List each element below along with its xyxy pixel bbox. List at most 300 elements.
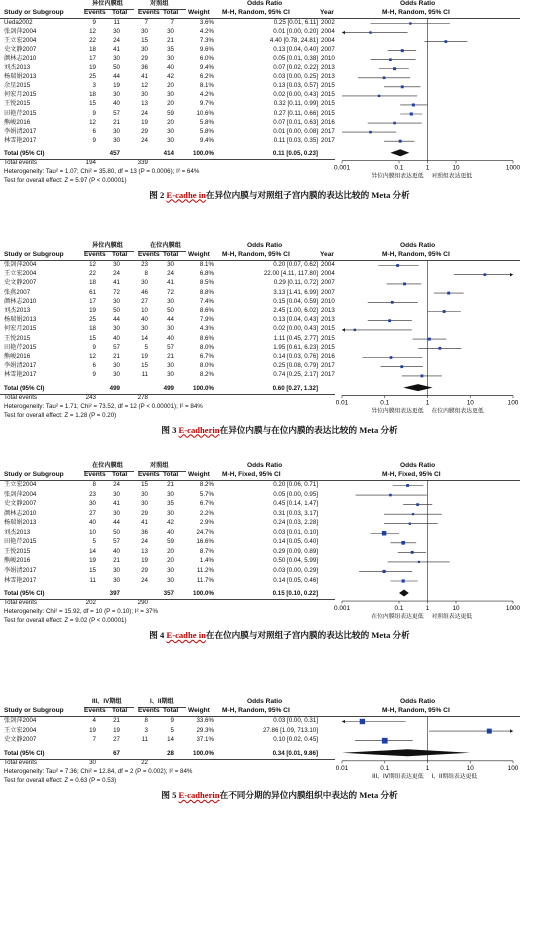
- odds-ratio-header-right: Odds Ratio: [400, 698, 436, 705]
- total2-header: Total: [163, 251, 179, 258]
- total1-value: 50: [113, 64, 120, 72]
- weight-value: 16.6%: [196, 538, 214, 546]
- events2-value: 30: [141, 500, 148, 508]
- ci-value: 0.05 [0.01, 0.38]: [273, 55, 318, 63]
- weight-value: 7.4%: [199, 297, 214, 305]
- ci-arrow-right: [510, 273, 513, 277]
- point-estimate: [378, 95, 380, 97]
- year-value: 2017: [321, 127, 335, 135]
- ci-value: 0.45 [0.14, 1.47]: [273, 500, 318, 508]
- total2-header: Total: [163, 9, 179, 16]
- events2-value: 36: [141, 528, 148, 536]
- ci-value: 0.50 [0.04, 5.99]: [273, 557, 318, 565]
- ci-value: 0.13 [0.03, 0.57]: [273, 82, 318, 90]
- study-name: 史文静2007: [4, 500, 37, 508]
- study-name: 王悦2015: [4, 334, 31, 342]
- year-value: 2007: [321, 46, 335, 54]
- point-estimate: [443, 310, 446, 313]
- ci-value: 0.24 [0.03, 2.28]: [273, 519, 318, 527]
- favours-right-label: 对照组表达更低: [431, 173, 473, 180]
- events2-value: 8: [144, 270, 148, 278]
- x-tick-label: 0.001: [334, 164, 350, 172]
- events1-value: 12: [89, 28, 96, 36]
- events1-value: 27: [89, 509, 96, 517]
- study-name: 王悦2015: [4, 100, 31, 108]
- point-estimate: [393, 67, 396, 70]
- method-header-right: M-H, Random, 95% CI: [382, 251, 450, 258]
- study-name: 李娟清2017: [4, 362, 37, 370]
- point-estimate: [383, 570, 386, 573]
- events1-sum: 243: [85, 393, 96, 401]
- study-name: 杨瑞娟2013: [4, 316, 37, 324]
- point-estimate: [391, 301, 394, 304]
- events2-value: 36: [141, 64, 148, 72]
- events2-value: 24: [141, 109, 148, 117]
- total1-value: 44: [113, 519, 120, 527]
- ci-value: 0.03 [0.01, 0.10]: [273, 528, 318, 536]
- caption-rest: 在在位内膜与对照组子宫内膜的表达比较的 Meta 分析: [205, 630, 410, 641]
- figure-caption: [0, 631, 559, 640]
- x-tick-label: 0.1: [380, 764, 390, 772]
- ci-value: 0.11 [0.03, 0.35]: [273, 136, 318, 144]
- x-tick-label: 0.001: [334, 605, 350, 613]
- caption-prefix: 图 3: [161, 424, 179, 435]
- study-header: Study or Subgroup: [4, 251, 64, 258]
- x-tick-label: 1000: [505, 605, 521, 613]
- figure-caption: [0, 191, 559, 200]
- ci-value: 1.95 [0.61, 6.23]: [273, 343, 318, 351]
- weight-value: 8.1%: [199, 82, 214, 90]
- study-name: 杨瑞娟2013: [4, 73, 37, 81]
- method-header: M-H, Random, 95% CI: [222, 9, 290, 16]
- events2-value: 10: [141, 307, 148, 314]
- study-name: 刘杰2013: [4, 307, 31, 314]
- events1-value: 15: [89, 100, 96, 108]
- events2-value: 19: [141, 557, 148, 565]
- overall-effect-text: Test for overall effect: Z = 9.02 (P < 0.00001): [4, 617, 127, 625]
- study-name: 林雪艳2017: [4, 371, 37, 379]
- total1-value: 24: [113, 270, 120, 278]
- ci-value: 0.29 [0.11, 0.72]: [273, 279, 318, 287]
- total1-value: 41: [113, 279, 120, 287]
- total1-sum: 499: [109, 384, 120, 392]
- events1-value: 4: [92, 717, 96, 724]
- weight-value: 8.0%: [199, 343, 214, 351]
- events1-value: 9: [92, 19, 96, 26]
- year-value: 2015: [321, 334, 335, 342]
- total1-value: 27: [113, 736, 120, 744]
- forest-plot-fig4: [0, 462, 559, 702]
- study-name: 张剑萍2004: [4, 261, 37, 268]
- weight-value: 9.4%: [199, 136, 214, 144]
- point-estimate: [369, 31, 371, 33]
- ci-value: 0.20 [0.06, 0.71]: [273, 481, 318, 488]
- total-weight: 100.0%: [193, 749, 214, 757]
- total1-sum: 457: [109, 149, 120, 157]
- total2-value: 20: [167, 557, 174, 565]
- favours-left-label: 在位内膜组表达更低: [371, 614, 424, 621]
- events2-value: 12: [141, 82, 148, 90]
- study-name: 熊峻2016: [4, 353, 31, 360]
- events1-value: 17: [89, 55, 96, 63]
- total1-value: 21: [113, 557, 120, 565]
- events2-value: 40: [141, 316, 148, 324]
- study-name: 刘杰2013: [4, 528, 31, 536]
- point-estimate: [428, 338, 431, 341]
- x-tick-label: 10: [466, 399, 474, 407]
- x-tick-label: 1: [425, 764, 430, 772]
- total2-sum: 414: [163, 149, 174, 157]
- total1-value: 11: [113, 19, 120, 26]
- weight-header: Weight: [188, 707, 210, 714]
- total1-value: 40: [113, 100, 120, 108]
- study-name: 王立宏2004: [4, 37, 37, 45]
- odds-ratio-header: Odds Ratio: [247, 242, 283, 249]
- events2-value: 24: [141, 136, 148, 144]
- overall-effect-text: Test for overall effect: Z = 1.28 (P = 0.20): [4, 411, 117, 419]
- events2-value: 29: [141, 509, 148, 517]
- ci-value: 0.27 [0.11, 0.66]: [273, 109, 318, 117]
- year-value: 2002: [321, 19, 335, 26]
- events2-sum: 278: [137, 393, 148, 401]
- total2-value: 57: [167, 343, 174, 351]
- total2-value: 7: [170, 19, 174, 26]
- weight-value: 33.6%: [196, 717, 214, 724]
- ci-value: 0.01 [0.00, 0.20]: [273, 28, 318, 36]
- events1-value: 9: [92, 136, 96, 144]
- events1-value: 12: [89, 261, 96, 268]
- total2-value: 30: [167, 261, 174, 268]
- weight-value: 2.9%: [199, 519, 214, 527]
- study-name: 熊峻2016: [4, 118, 31, 126]
- total-label: Total (95% CI): [4, 590, 45, 598]
- total2-value: 5: [170, 726, 174, 734]
- favours-left-label: 异位内膜组表达更低: [371, 408, 424, 415]
- x-tick-label: 10: [466, 764, 474, 772]
- ci-value: 0.32 [0.11, 0.99]: [273, 100, 318, 108]
- events1-value: 18: [89, 325, 96, 333]
- events1-value: 23: [89, 490, 96, 498]
- point-estimate: [388, 319, 391, 322]
- year-value: 2004: [321, 270, 335, 278]
- year-value: 2015: [321, 343, 335, 351]
- events2-value: 46: [141, 288, 148, 296]
- ci-value: 0.14 [0.05, 0.40]: [273, 538, 318, 546]
- ci-arrow-left: [342, 720, 345, 724]
- point-estimate: [418, 561, 420, 563]
- ci-value: 0.31 [0.03, 3.17]: [273, 509, 318, 517]
- caption-protein: E-cadherin: [178, 424, 220, 435]
- events2-value: 15: [141, 362, 148, 370]
- weight-value: 8.8%: [199, 288, 214, 296]
- caption-protein: E-cadhe in: [166, 189, 206, 200]
- study-name: 田艳芹2015: [4, 109, 37, 117]
- year-value: 2015: [321, 91, 335, 99]
- events2-sum: 22: [141, 758, 148, 766]
- events1-value: 40: [89, 519, 96, 527]
- events1-value: 25: [89, 73, 96, 81]
- ci-value: 0.07 [0.02, 0.22]: [273, 64, 318, 72]
- total-weight: 100.0%: [193, 590, 214, 598]
- forest-plot-svg: [0, 698, 559, 938]
- events1-value: 18: [89, 279, 96, 287]
- year-value: 2013: [321, 307, 335, 314]
- point-estimate: [390, 356, 393, 359]
- total1-value: 44: [113, 316, 120, 324]
- total1-header: Total: [112, 251, 128, 258]
- total1-header: Total: [112, 471, 128, 478]
- ci-value: 0.03 [0.00, 0.25]: [273, 73, 318, 81]
- events2-value: 30: [141, 490, 148, 498]
- total2-value: 30: [167, 509, 174, 517]
- weight-header: Weight: [188, 471, 210, 478]
- point-estimate: [360, 719, 365, 724]
- heterogeneity-text: Heterogeneity: Chi² = 15.92, df = 10 (P = 0.10); I² = 37%: [4, 608, 158, 616]
- total1-value: 30: [113, 297, 120, 305]
- total-ci: 0.15 [0.10, 0.22]: [272, 590, 318, 598]
- study-name: 张剑萍2004: [4, 490, 37, 498]
- total2-value: 42: [167, 519, 174, 527]
- year-value: 2013: [321, 64, 335, 72]
- point-estimate: [401, 49, 404, 52]
- weight-value: 8.6%: [199, 307, 214, 314]
- forest-plot-svg: [0, 242, 559, 482]
- method-header: M-H, Random, 95% CI: [222, 251, 290, 258]
- total1-sum: 67: [113, 749, 120, 757]
- events1-value: 8: [92, 481, 96, 488]
- x-tick-label: 100: [507, 764, 519, 772]
- total2-value: 21: [167, 37, 174, 45]
- point-estimate: [396, 264, 399, 267]
- point-estimate: [411, 551, 414, 554]
- events1-sum: 30: [89, 758, 96, 766]
- events2-value: 30: [141, 91, 148, 99]
- point-estimate: [410, 112, 413, 115]
- group1-header: III、IV期组: [92, 698, 122, 705]
- caption-prefix: 图 2: [149, 189, 167, 200]
- total2-sum: 28: [167, 749, 174, 757]
- x-tick-label: 0.01: [335, 399, 349, 407]
- total1-value: 21: [113, 118, 120, 126]
- weight-value: 11.2%: [196, 566, 214, 574]
- total-label: Total (95% CI): [4, 384, 45, 392]
- odds-ratio-header: Odds Ratio: [247, 0, 283, 7]
- total1-value: 21: [113, 717, 120, 724]
- total2-value: 41: [167, 279, 174, 287]
- events1-value: 3: [92, 82, 96, 90]
- point-estimate: [402, 579, 405, 582]
- study-name: 余星2015: [4, 82, 31, 90]
- ci-value: 4.40 [0.78, 24.81]: [269, 37, 318, 45]
- events2-value: 29: [141, 55, 148, 63]
- heterogeneity-text: Heterogeneity: Tau² = 1.07; Chi² = 35.80, df = 13 (P = 0.0006); I² = 64%: [4, 167, 200, 175]
- events1-header: Events: [84, 707, 106, 714]
- events2-value: 3: [144, 726, 148, 734]
- events2-value: 15: [141, 481, 148, 488]
- year-value: 2007: [321, 279, 335, 287]
- point-estimate: [401, 541, 405, 545]
- total1-sum: 397: [109, 590, 120, 598]
- year-value: 2013: [321, 316, 335, 324]
- weight-value: 6.2%: [199, 73, 214, 81]
- weight-value: 8.5%: [199, 279, 214, 287]
- group1-header: 异位内膜组: [92, 0, 123, 7]
- weight-value: 5.7%: [199, 490, 214, 498]
- events2-value: 19: [141, 353, 148, 360]
- favours-left-label: 异位内膜组表达更低: [371, 173, 424, 180]
- year-value: 2017: [321, 136, 335, 144]
- events1-value: 5: [92, 538, 96, 546]
- year-value: 2016: [321, 353, 335, 360]
- total1-value: 41: [113, 500, 120, 508]
- events1-value: 12: [89, 118, 96, 126]
- odds-ratio-header-right: Odds Ratio: [400, 0, 436, 7]
- favours-right-label: 在位内膜组表达更低: [431, 408, 484, 415]
- ci-value: 0.14 [0.03, 0.76]: [273, 353, 318, 360]
- events2-value: 7: [144, 19, 148, 26]
- method-header: M-H, Fixed, 95% CI: [222, 471, 281, 478]
- events2-value: 13: [141, 547, 148, 555]
- weight-value: 8.0%: [199, 362, 214, 370]
- favours-right-label: I、II期组表达更低: [431, 773, 478, 780]
- total2-header: Total: [163, 471, 179, 478]
- caption-rest: 在不同分期的异位内膜组织中表达的 Meta 分析: [219, 789, 398, 800]
- total1-value: 24: [113, 481, 120, 488]
- ci-value: 2.45 [1.00, 6.02]: [273, 307, 318, 314]
- year-value: 2013: [321, 73, 335, 81]
- study-name: 何宏月2015: [4, 325, 37, 333]
- ci-value: 0.14 [0.05, 0.46]: [273, 576, 318, 584]
- events2-value: 27: [141, 297, 148, 305]
- weight-value: 3.6%: [199, 19, 214, 26]
- x-tick-label: 100: [507, 399, 519, 407]
- year-value: 2004: [321, 28, 335, 36]
- year-value: 2015: [321, 109, 335, 117]
- total2-value: 30: [167, 576, 174, 584]
- total1-header: Total: [112, 9, 128, 16]
- point-estimate: [409, 523, 411, 525]
- figure-caption: [0, 791, 559, 800]
- point-estimate: [403, 282, 406, 285]
- events-total-label: Total events: [4, 599, 38, 607]
- point-estimate: [382, 738, 388, 744]
- total1-value: 30: [113, 55, 120, 63]
- ci-value: 0.15 [0.04, 0.59]: [273, 297, 318, 305]
- ci-value: 0.03 [0.00, 0.31]: [273, 717, 318, 724]
- events2-value: 41: [141, 73, 148, 81]
- caption-protein: E-cadherin: [178, 789, 220, 800]
- total1-value: 30: [113, 28, 120, 36]
- total2-value: 50: [167, 307, 174, 314]
- total2-value: 20: [167, 118, 174, 126]
- group1-header: 在位内膜组: [92, 462, 123, 469]
- point-estimate: [420, 374, 423, 377]
- total1-value: 30: [113, 566, 120, 574]
- total1-value: 72: [113, 288, 120, 296]
- study-name: 田艳芹2015: [4, 343, 37, 351]
- forest-plot-fig2: [0, 0, 559, 240]
- ci-value: 0.13 [0.04, 0.40]: [273, 46, 318, 54]
- total1-value: 50: [113, 307, 120, 314]
- total-ci: 0.34 [0.01, 9.86]: [272, 749, 318, 757]
- study-header: Study or Subgroup: [4, 9, 64, 16]
- study-name: 田艳芹2015: [4, 538, 37, 546]
- weight-value: 8.1%: [199, 261, 214, 268]
- total2-value: 44: [167, 316, 174, 324]
- total2-value: 21: [167, 481, 174, 488]
- ci-value: 0.05 [0.00, 0.95]: [273, 490, 318, 498]
- events2-value: 14: [141, 334, 148, 342]
- caption-prefix: 图 4: [149, 630, 167, 641]
- x-tick-label: 1000: [505, 164, 521, 172]
- study-name: 熊峻2016: [4, 557, 31, 565]
- events2-sum: 339: [137, 158, 148, 166]
- total2-value: 30: [167, 28, 174, 36]
- caption-prefix: 图 5: [161, 789, 179, 800]
- favours-left-label: III、IV期组表达更低: [372, 773, 424, 780]
- year-value: 2007: [321, 288, 335, 296]
- x-tick-label: 0.1: [394, 164, 404, 172]
- total2-value: 30: [167, 325, 174, 333]
- study-name: 李娟清2017: [4, 127, 37, 135]
- ci-value: 0.13 [0.04, 0.43]: [273, 316, 318, 324]
- weight-value: 5.8%: [199, 118, 214, 126]
- point-estimate: [399, 140, 402, 143]
- events2-value: 30: [141, 279, 148, 287]
- point-estimate: [484, 273, 487, 276]
- total2-value: 40: [167, 334, 174, 342]
- events1-sum: 194: [85, 158, 96, 166]
- total2-value: 14: [167, 736, 174, 744]
- total2-value: 9: [170, 717, 174, 724]
- weight-value: 7.9%: [199, 316, 214, 324]
- total-weight: 100.0%: [193, 149, 214, 157]
- heterogeneity-text: Heterogeneity: Tau² = 1.71; Chi² = 73.52, df = 12 (P < 0.00001); I² = 84%: [4, 402, 203, 410]
- events1-value: 61: [89, 288, 96, 296]
- events1-value: 9: [92, 343, 96, 351]
- study-name: 林雪艳2017: [4, 576, 37, 584]
- point-estimate: [444, 40, 447, 43]
- figure-caption: [0, 426, 559, 435]
- weight-value: 11.7%: [196, 576, 214, 584]
- events2-value: 29: [141, 566, 148, 574]
- year-value: 2004: [321, 261, 335, 268]
- events1-header: Events: [84, 9, 106, 16]
- events1-value: 25: [89, 316, 96, 324]
- weight-value: 4.2%: [199, 91, 214, 99]
- odds-ratio-header: Odds Ratio: [247, 698, 283, 705]
- x-tick-label: 10: [452, 605, 460, 613]
- weight-value: 2.2%: [199, 509, 214, 517]
- events1-value: 19: [89, 557, 96, 565]
- overall-effect-text: Test for overall effect: Z = 0.63 (P = 0.53): [4, 776, 117, 784]
- pooled-diamond: [390, 149, 409, 156]
- forest-plot-svg: [0, 462, 559, 702]
- year-header: Year: [320, 251, 334, 258]
- x-tick-label: 0.1: [380, 399, 390, 407]
- year-value: 2015: [321, 82, 335, 90]
- events2-value: 11: [141, 371, 148, 379]
- total1-header: Total: [112, 707, 128, 714]
- events1-value: 11: [89, 576, 96, 584]
- point-estimate: [406, 484, 409, 487]
- x-tick-label: 10: [452, 164, 460, 172]
- study-header: Study or Subgroup: [4, 471, 64, 478]
- total2-value: 30: [167, 136, 174, 144]
- point-estimate: [383, 76, 386, 79]
- total-label: Total (95% CI): [4, 149, 45, 157]
- study-name: 史文静2007: [4, 736, 37, 744]
